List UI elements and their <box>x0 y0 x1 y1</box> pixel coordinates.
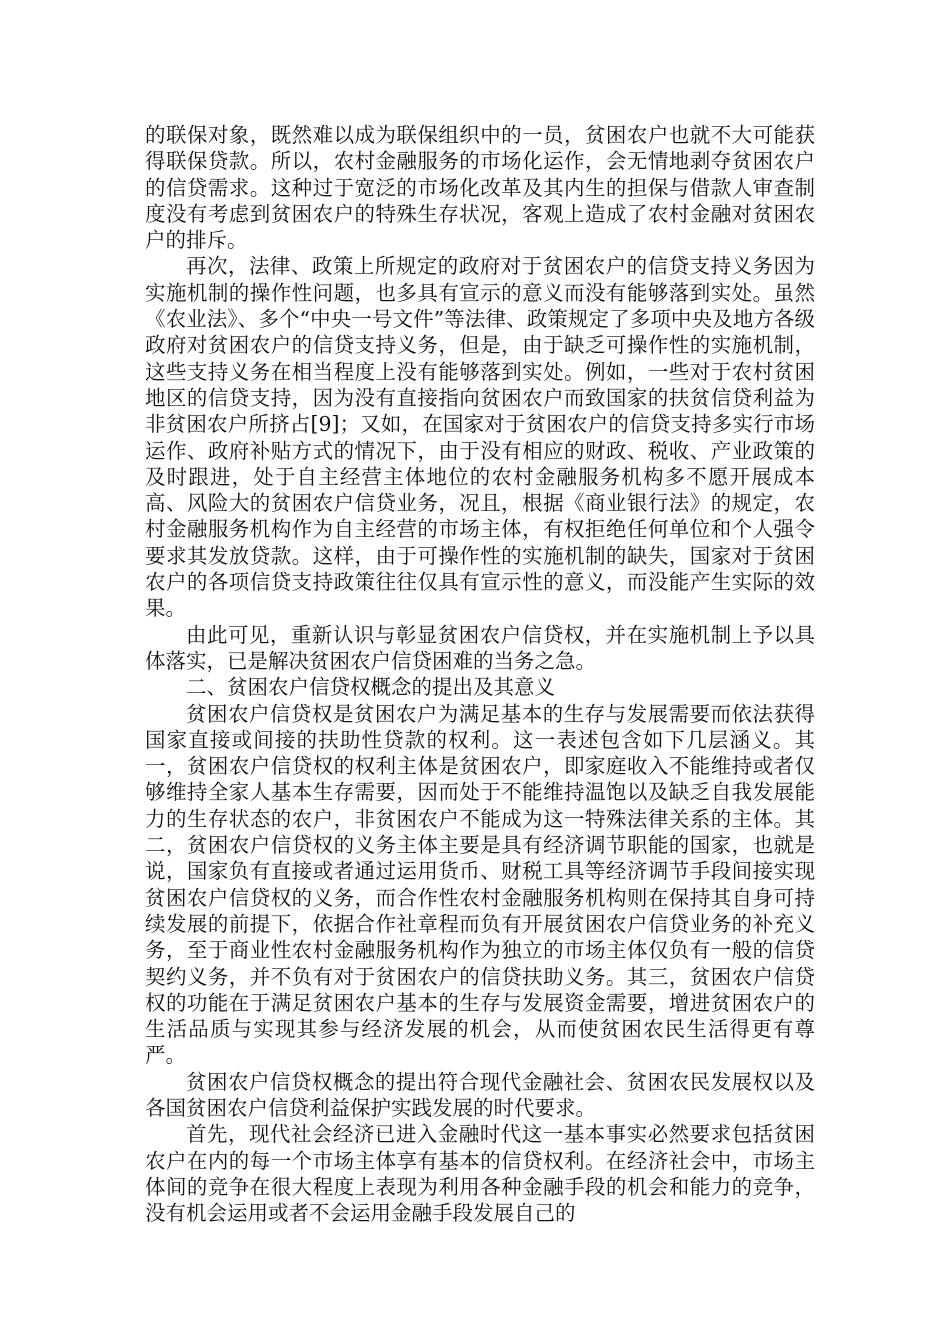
paragraph-definition: 贫困农户信贷权是贫困农户为满足基本的生存与发展需要而依法获得国家直接或间接的扶助性贷款的权利。这一表述包含如下几层涵义。其一，贫困农户信贷权的权利主体是贫困农户，即家庭收入不能维持或者仅够维持全家人基本生存需要，因而处于不能维持温饱以及缺乏自我发展能力的生存状态的农户，非贫困农户不能成为这一特殊法律关系的主体。其二，贫困农户信贷权的义务主体主要是具有经济调节职能的国家，也就是说，国家负有直接或者通过运用货币、财税工具等经济调节手段间接实现贫困农户信贷权的义务，而合作性农村金融服务机构则在保持其自身可持续发展的前提下，依据合作社章程而负有开展贫困农户信贷业务的补充义务，至于商业性农村金融服务机构作为独立的市场主体仅负有一般的信贷契约义务，并不负有对于贫困农户的信贷扶助义务。其三，贫困农户信贷权的功能在于满足贫困农户基本的生存与发展资金需要，增进贫困农户的生活品质与实现其参与经济发展的机会，从而使贫困农民生活得更有尊严。 <box>145 701 815 1068</box>
document-page <box>145 122 815 1226</box>
paragraph-policy-implementation: 再次，法律、政策上所规定的政府对于贫困农户的信贷支持义务因为实施机制的操作性问题，也多具有宣示的意义而没有能够落到实处。虽然《农业法》、多个“中央一号文件”等法律、政策规定了多项中央及地方各级政府对贫困农户的信贷支持义务，但是，由于缺乏可操作性的实施机制，这些支持义务在相当程度上没有能够落到实处。例如，一些对于农村贫困地区的信贷支持，因为没有直接指向贫困农户而致国家的扶贫信贷利益为非贫困农户所挤占[9]；又如，在国家对于贫困农户的信贷支持多实行市场运作、政府补贴方式的情况下，由于没有相应的财政、税收、产业政策的及时跟进，处于自主经营主体地位的农村金融服务机构多不愿开展成本高、风险大的贫困农户信贷业务，况且，根据《商业银行法》的规定，农村金融服务机构作为自主经营的市场主体，有权拒绝任何单位和个人强令要求其发放贷款。这样，由于可操作性的实施机制的缺失，国家对于贫困农户的各项信贷支持政策往往仅具有宣示性的意义，而没能产生实际的效果。 <box>145 254 815 621</box>
paragraph-significance: 贫困农户信贷权概念的提出符合现代金融社会、贫困农民发展权以及各国贫困农户信贷利益保护实践发展的时代要求。 <box>145 1069 815 1120</box>
section-heading: 二、贫困农户信贷权概念的提出及其意义 <box>186 675 555 700</box>
paragraph-conclusion: 由此可见，重新认识与彰显贫困农户信贷权，并在实施机制上予以具体落实，已是解决贫困农户信贷困难的当务之急。 <box>145 622 815 673</box>
paragraph-first-reason: 首先，现代社会经济已进入金融时代这一基本事实必然要求包括贫困农户在内的每一个市场主体享有基本的信贷权利。在经济社会中，市场主体间的竞争在很大程度上表现为利用各种金融手段的机会和能力的竞争，没有机会运用或者不会运用金融手段发展自己的 <box>145 1122 815 1226</box>
paragraph-continuation: 的联保对象，既然难以成为联保组织中的一员，贫困农户也就不大可能获得联保贷款。所以，农村金融服务的市场化运作，会无情地剥夺贫困农户的信贷需求。这种过于宽泛的市场化改革及其内生的担保与借款人审查制度没有考虑到贫困农户的特殊生存状况，客观上造成了农村金融对贫困农户的排斥。 <box>145 123 815 253</box>
